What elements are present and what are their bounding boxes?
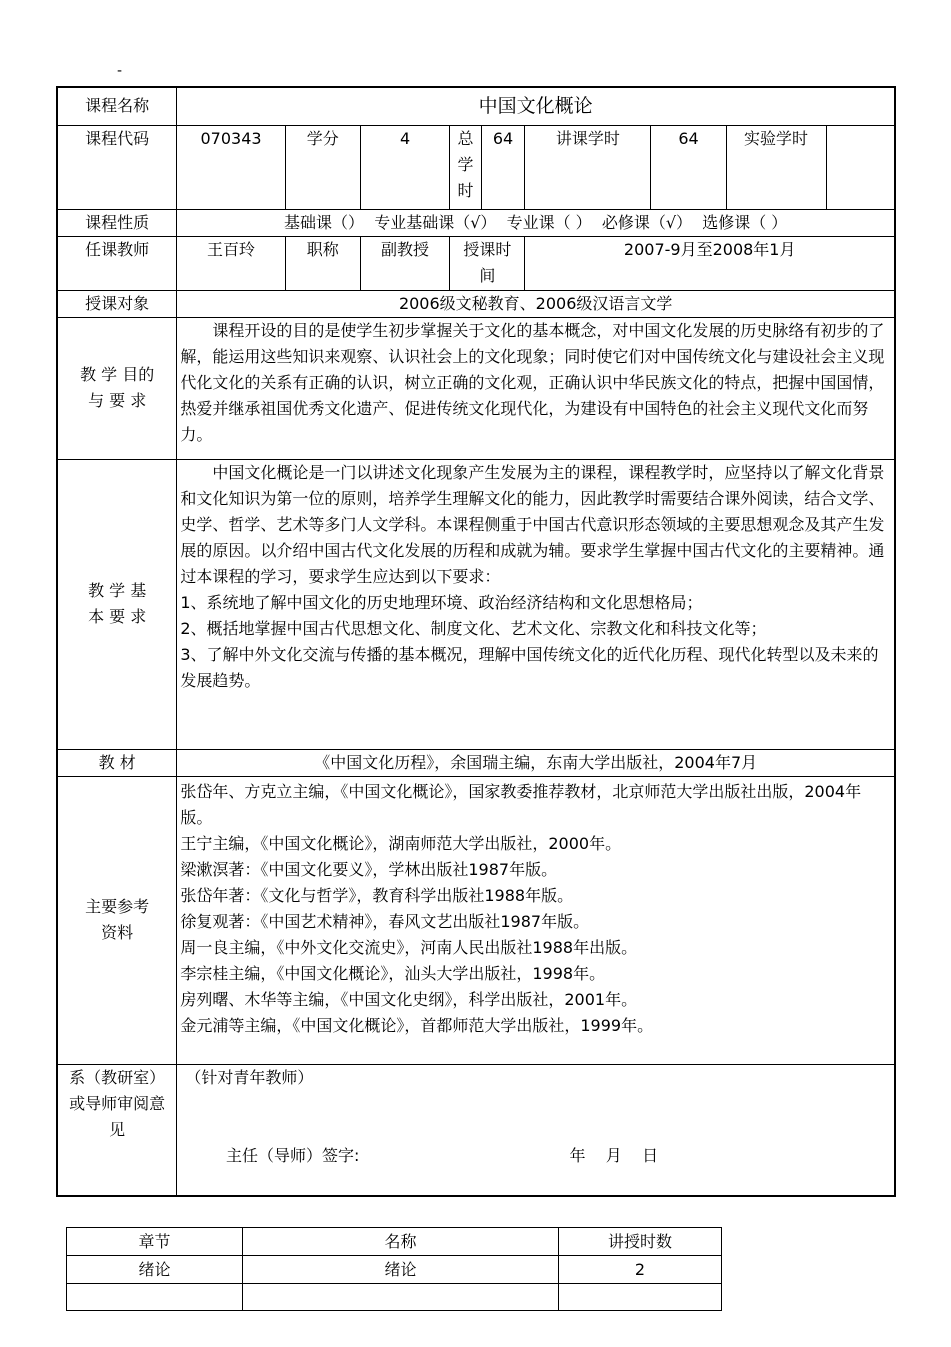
chapter-hours-cell	[559, 1284, 722, 1311]
reference-item: 李宗桂主编，《中国文化概论》，汕头大学出版社，1998年。	[180, 963, 606, 983]
course-name: 中国文化概论	[177, 87, 895, 125]
reference-item: 金元浦等主编，《中国文化概论》，首都师范大学出版社，1999年。	[180, 1015, 654, 1035]
reference-item: 周一良主编，《中外文化交流史》，河南人民出版社1988年出版。	[180, 937, 638, 957]
audience-label: 授课对象	[57, 290, 177, 317]
chapter-table	[66, 1227, 722, 1311]
total-hours-label: 总学时	[450, 125, 481, 209]
basic-cell	[177, 459, 895, 749]
teaching-time: 2007-9月至2008年1月	[525, 236, 895, 290]
dash-mark: -	[117, 63, 123, 79]
references-label: 主要参考资料	[57, 776, 177, 1064]
reference-item: 梁漱溟著：《中国文化要义》，学林出版社1987年版。	[180, 859, 558, 879]
goal-label: 教 学 目的与 要 求	[57, 317, 177, 459]
goal-text: 课程开设的目的是使学生初步掌握关于文化的基本概念，对中国文化发展的历史脉络有初步的了解，能运用这些知识来观察、认识社会上的文化现象；同时使它们对中国传统文化与建设社会主义现代化文化的关系有正确的认识，树立正确的文化观，正确认识中华民族文化的特点，把握中国国情，热爱并继承祖国优秀文化遗产、促进传统文化现代化，为建设有中国特色的社会主义现代文化而努力。	[180, 320, 885, 444]
sign-label: 主任（导师）签字:	[226, 1145, 360, 1165]
review-cell	[177, 1064, 895, 1196]
chapter-header: 章节	[67, 1228, 243, 1256]
basic-item: 2、概括地掌握中国古代思想文化、制度文化、艺术文化、宗教文化和科技文化等；	[180, 618, 767, 638]
review-label: 系（教研室）或导师审阅意见	[57, 1064, 177, 1196]
basic-item: 3、了解中外文化交流与传播的基本概况，理解中国传统文化的近代化历程、现代化转型以及未来的发展趋势。	[180, 644, 879, 690]
lecture-hours-value: 64	[651, 125, 726, 209]
reference-item: 房列曙、木华等主编，《中国文化史纲》，科学出版社，2001年。	[180, 989, 638, 1009]
chapter-hours-cell: 2	[559, 1256, 722, 1284]
chapter-cell: 绪论	[67, 1256, 243, 1284]
chapter-cell	[67, 1284, 243, 1311]
basic-item: 1、系统地了解中国文化的历史地理环境、政治经济结构和文化思想格局；	[180, 592, 703, 612]
sign-date: 年 月 日	[569, 1145, 659, 1165]
teacher-title: 副教授	[360, 236, 450, 290]
reference-item: 张岱年、方克立主编，《中国文化概论》，国家教委推荐教材，北京师范大学出版社出版，2004年版。	[180, 781, 862, 827]
credit-label: 学分	[285, 125, 360, 209]
textbook-label: 教 材	[57, 749, 177, 776]
reference-item: 王宁主编，《中国文化概论》，湖南师范大学出版社，2000年。	[180, 833, 622, 853]
teacher-title-label: 职称	[285, 236, 360, 290]
textbook: 《中国文化历程》，余国瑞主编，东南大学出版社，2004年7月	[177, 749, 895, 776]
course-info-table	[56, 86, 896, 1197]
lab-hours-value	[826, 125, 895, 209]
teacher-label: 任课教师	[57, 236, 177, 290]
course-code-label: 课程代码	[57, 125, 177, 209]
references-cell	[177, 776, 895, 1064]
reference-item: 徐复观著：《中国艺术精神》，春风文艺出版社1987年版。	[180, 911, 590, 931]
name-header: 名称	[243, 1228, 559, 1256]
reference-item: 张岱年著：《文化与哲学》，教育科学出版社1988年版。	[180, 885, 574, 905]
goal-cell	[177, 317, 895, 459]
total-hours-value: 64	[481, 125, 525, 209]
lecture-hours-label: 讲课学时	[525, 125, 651, 209]
review-note: （针对青年教师）	[185, 1067, 314, 1087]
teaching-time-label: 授课时间	[450, 236, 525, 290]
chapter-name-cell	[243, 1284, 559, 1311]
lab-hours-label: 实验学时	[726, 125, 826, 209]
credit-value: 4	[360, 125, 450, 209]
teacher-name: 王百玲	[177, 236, 285, 290]
basic-intro: 中国文化概论是一门以讲述文化现象产生发展为主的课程，课程教学时，应坚持以了解文化背景和文化知识为第一位的原则，培养学生理解文化的能力，因此教学时需要结合课外阅读，结合文学、史学、哲学、艺术等多门人文学科。本课程侧重于中国古代意识形态领域的主要思想观念及其产生发展的原因。以介绍中国古代文化发展的历程和成就为辅。要求学生掌握中国古代文化的主要精神。通过本课程的学习，要求学生应达到以下要求：	[180, 462, 885, 586]
hours-header: 讲授时数	[559, 1228, 722, 1256]
course-nature: 基础课（） 专业基础课（√） 专业课（ ） 必修课（√） 选修课（ ）	[177, 209, 895, 236]
course-code: 070343	[177, 125, 285, 209]
course-name-label: 课程名称	[57, 87, 177, 125]
basic-label: 教 学 基 本 要 求	[57, 459, 177, 749]
chapter-name-cell: 绪论	[243, 1256, 559, 1284]
table-row	[67, 1256, 722, 1284]
table-row	[67, 1284, 722, 1311]
audience: 2006级文秘教育、2006级汉语言文学	[177, 290, 895, 317]
course-nature-label: 课程性质	[57, 209, 177, 236]
